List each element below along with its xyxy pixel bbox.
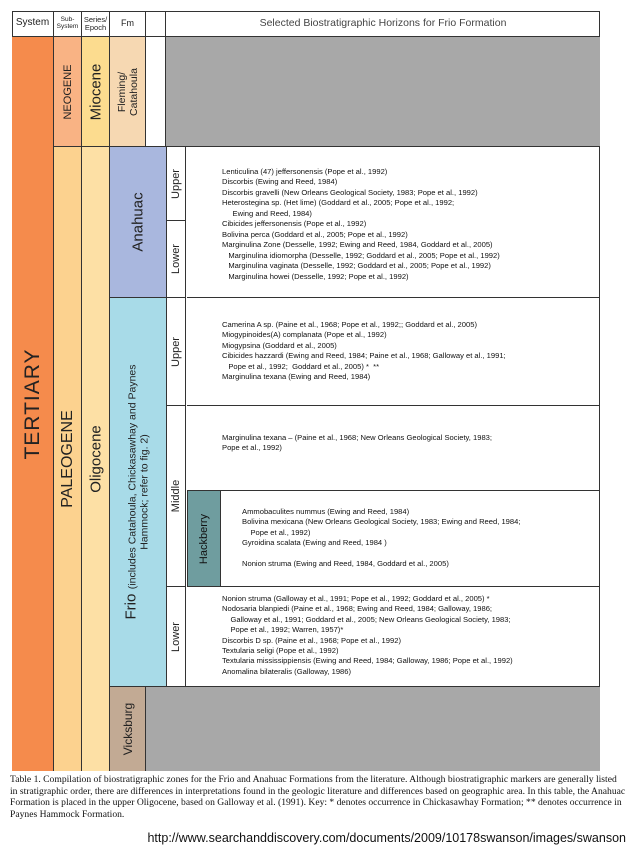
horizon-line: Anomalina bilateralis (Galloway, 1986) bbox=[222, 666, 352, 676]
horizon-line: Pope et al., 1992) bbox=[222, 443, 282, 453]
horizon-line: Miogypsina (Goddard et al., 2005) bbox=[222, 340, 337, 350]
anahuac-lower-horizons bbox=[222, 230, 500, 282]
system-tertiary-cell bbox=[12, 37, 54, 771]
horizon-line: Nonion struma (Galloway et al., 1991; Pope et al., 1992; Goddard et al., 2005) * bbox=[222, 594, 490, 603]
fm-frio-sub2: Hammock; refer to fig. 2) bbox=[138, 434, 151, 550]
horizon-line: Cibicides hazzardi (Ewing and Reed, 1984; Paine et al., 1968; Galloway et al., 1991; bbox=[222, 351, 506, 361]
gray-block-top bbox=[166, 37, 600, 147]
anahuac-upper-label: Upper bbox=[170, 168, 182, 199]
subsystem-neogene-label: NEOGENE bbox=[61, 63, 74, 120]
header-horizons: Selected Biostratigraphic Horizons for Frio Formation bbox=[166, 11, 600, 37]
gray-block-bottom bbox=[146, 687, 600, 771]
row-divider-bottom bbox=[166, 686, 600, 687]
anahuac-lower-cell bbox=[166, 221, 186, 298]
horizon-line: Marginulina texana – (Paine et al., 1968; New Orleans Geological Society, 1983; bbox=[222, 433, 493, 442]
fm-vicksburg-label: Vicksburg bbox=[120, 702, 135, 756]
fm-vicksburg-cell bbox=[110, 687, 146, 771]
anahuac-lower-label: Lower bbox=[170, 244, 182, 274]
header-system: System bbox=[12, 11, 54, 37]
horizon-line: Nonion struma (Ewing and Reed, 1984, Goddard et al., 2005) bbox=[242, 559, 449, 569]
horizon-line: Camerina A sp. (Paine et al., 1968; Pope et al., 1992;; Goddard et al., 2005) bbox=[222, 320, 477, 329]
frio-middle-horizons bbox=[222, 433, 492, 454]
header-fm: Fm bbox=[110, 11, 146, 37]
frio-lower-cell bbox=[166, 587, 186, 687]
fm-frio-label bbox=[122, 364, 151, 620]
fm-anahuac-cell bbox=[110, 147, 166, 298]
frio-middle-cell bbox=[166, 406, 186, 587]
horizon-line: Textularia seligi (Pope et al., 1992) bbox=[222, 646, 339, 656]
horizon-line: Miogypinoides(A) complanata (Pope et al., 1992) bbox=[222, 330, 387, 340]
series-miocene-label: Miocene bbox=[87, 63, 104, 120]
horizon-line: Discorbis (Ewing and Reed, 1984) bbox=[222, 177, 338, 187]
anahuac-upper-cell bbox=[166, 147, 186, 221]
horizon-line: Ammobaculites nummus (Ewing and Reed, 1984) bbox=[242, 507, 410, 516]
series-oligocene-label: Oligocene bbox=[87, 425, 104, 493]
header-subsystem: Sub- System bbox=[54, 11, 82, 37]
horizon-line: Textularia mississippiensis (Ewing and Reed, 1984; Galloway, 1986; Pope et al., 1992) bbox=[222, 656, 513, 666]
fm-anahuac-label: Anahuac bbox=[129, 192, 147, 252]
horizon-line: Discorbis gravelli (New Orleans Geological Society, 1983; Pope et al., 1992) bbox=[222, 187, 478, 197]
horizon-line: Heterostegina sp. (Het lime) (Goddard et al., 2005; Pope et al., 1992; bbox=[222, 198, 455, 208]
horizon-line: Pope et al., 1992) bbox=[242, 527, 311, 537]
frio-middle-label: Middle bbox=[170, 479, 182, 513]
source-url[interactable]: http://www.searchanddiscovery.com/documents/2009/10178swanson/images/swanson bbox=[147, 831, 626, 845]
horizon-line: Galloway et al., 1991; Goddard et al., 2005; New Orleans Geological Society, 1983; bbox=[222, 614, 511, 624]
row-divider-upper-middle bbox=[187, 405, 600, 406]
horizon-line: Marginulina howei (Desselle, 1992; Pope et al., 1992) bbox=[222, 271, 409, 281]
horizon-line: Marginulina texana (Ewing and Reed, 1984) bbox=[222, 372, 371, 382]
horizon-line: Pope et al., 1992; Warren, 1957)* bbox=[222, 625, 344, 635]
frio-upper-horizons bbox=[222, 320, 506, 382]
frio-lower-label: Lower bbox=[170, 621, 182, 652]
subsystem-paleogene-cell bbox=[54, 147, 82, 771]
fm-frio-cell bbox=[110, 298, 166, 687]
horizon-line: Bolivina perca (Goddard et al., 2005; Pope et al., 1992) bbox=[222, 230, 408, 239]
frio-upper-cell bbox=[166, 298, 186, 406]
subsystem-paleogene-label: PALEOGENE bbox=[58, 410, 76, 508]
horizon-line: Bolivina mexicana (New Orleans Geological Society, 1983; Ewing and Reed, 1984; bbox=[242, 517, 521, 527]
fm-fleming-cell bbox=[110, 37, 146, 147]
horizon-line: Cibicides jeffersonensis (Pope et al., 1992) bbox=[222, 219, 367, 229]
series-oligocene-cell bbox=[82, 147, 110, 771]
header-blank bbox=[146, 11, 166, 37]
horizon-line bbox=[242, 549, 520, 559]
hackberry-label: Hackberry bbox=[198, 513, 210, 564]
fleming-right-gap bbox=[146, 37, 166, 147]
horizon-line: Nodosaria blanpiedi (Paine et al., 1968; Ewing and Reed, 1984; Galloway, 1986; bbox=[222, 604, 493, 614]
hackberry-horizons bbox=[242, 507, 520, 569]
header-series: Series/ Epoch bbox=[82, 11, 110, 37]
horizon-line: Lenticulina (47) jeffersonensis (Pope et al., 1992) bbox=[222, 167, 388, 176]
table-caption: Table 1. Compilation of biostratigraphic zones for the Frio and Anahuac Formations from the literature. Although biostratigraphic markers are generally listed in stratigraphic order, there are differences in interpretations found in the geologic literature and differences based on geographic area. In this table, the Anahuac Formation is placed in the upper Oligocene, based on Galloway et al. (1991). Key: * denotes occurrence in Chickasawhay Formation; ** denotes occurrence in Paynes Hammock Formation. bbox=[10, 774, 626, 820]
frio-upper-label: Upper bbox=[170, 336, 182, 367]
frio-lower-horizons bbox=[222, 594, 513, 677]
series-miocene-cell bbox=[82, 37, 110, 147]
hackberry-cell bbox=[187, 490, 221, 587]
horizon-line: Pope et al., 1992; Goddard et al., 2005) * ** bbox=[222, 361, 380, 371]
fm-frio-sub: (includes Catahoula, Chickasawhay and Paynes bbox=[126, 364, 139, 590]
horizon-line: Gyroidina scalata (Ewing and Reed, 1984 ) bbox=[242, 538, 387, 548]
horizon-line: Ewing and Reed, 1984) bbox=[222, 208, 312, 218]
row-divider-anahuac-frio bbox=[187, 297, 600, 298]
horizon-line: Marginulina vaginata (Desselle, 1992; Goddard et al., 2005; Pope et al., 1992) bbox=[222, 261, 491, 271]
system-tertiary-label: TERTIARY bbox=[20, 348, 44, 460]
fm-frio-main: Frio bbox=[122, 593, 140, 620]
horizon-line: Marginulina Zone (Desselle, 1992; Ewing and Reed, 1984, Goddard et al., 2005) bbox=[222, 240, 493, 250]
horizon-line: Discorbis D sp. (Paine et al., 1968; Pope et al., 1992) bbox=[222, 635, 401, 645]
subsystem-neogene-cell bbox=[54, 37, 82, 147]
anahuac-upper-horizons bbox=[222, 167, 478, 229]
fm-fleming-label: Fleming/ Catahoula bbox=[115, 67, 140, 116]
horizon-line: Marginulina idiomorpha (Desselle, 1992; Goddard et al., 2005; Pope et al., 1992) bbox=[222, 250, 500, 260]
